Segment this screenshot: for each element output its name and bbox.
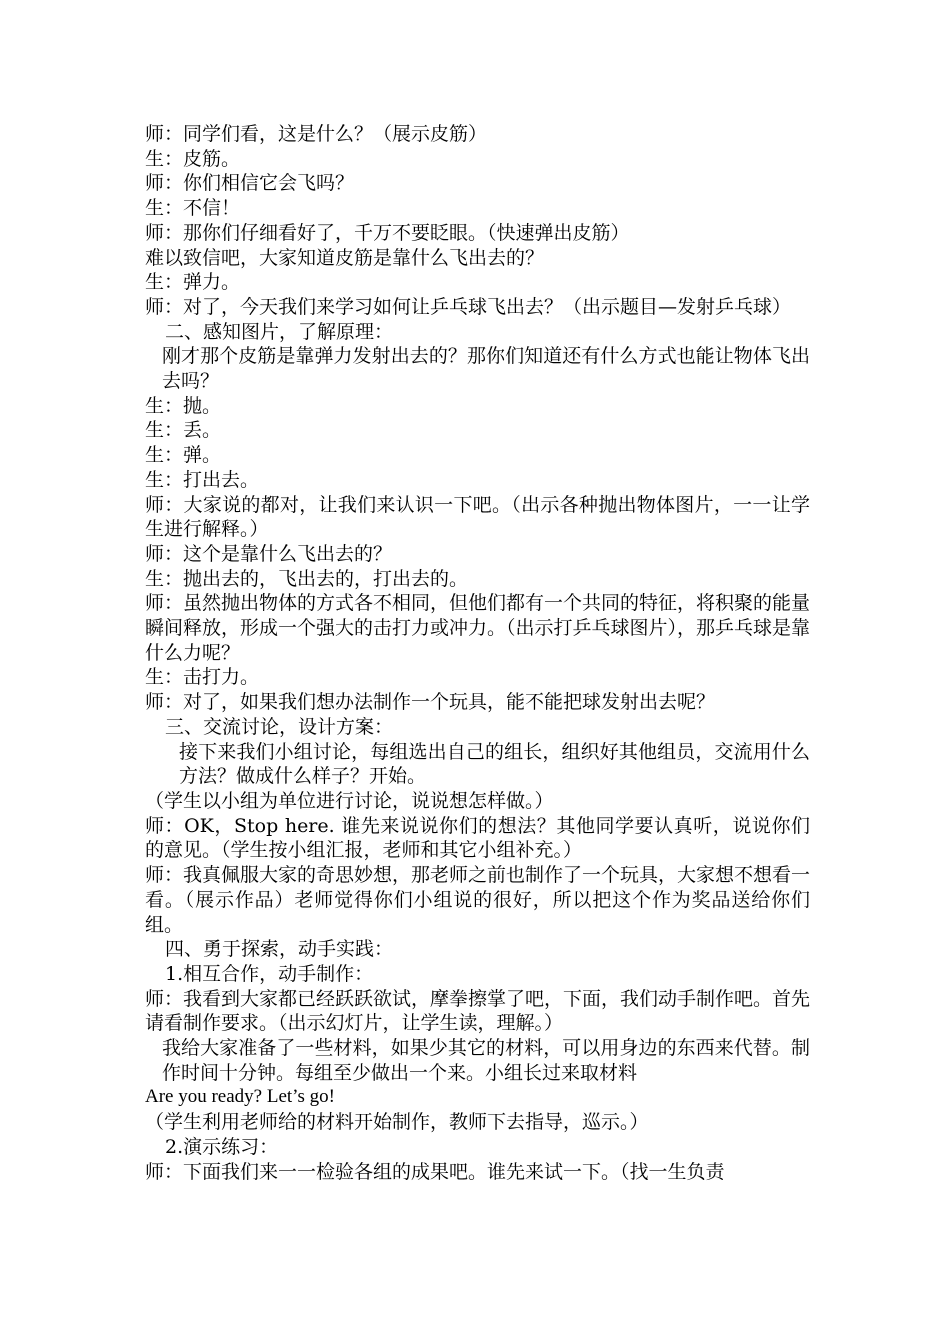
dialogue-line: 生：打出去。 [145, 468, 260, 491]
dialogue-line: 师：虽然抛出物体的方式各不相同，但他们都有一个共同的特征，将积聚的能量瞬间释放，形成一个强大的击打力或冲力。（出示打乒乓球图片），那乒乓球是靠什么力呢？ [145, 592, 811, 664]
paragraph: 难以致信吧，大家知道皮筋是靠什么飞出去的？ [145, 246, 545, 269]
paragraph: 接下来我们小组讨论，每组选出自己的组长，组织好其他组员，交流用什么方法？做成什么样子？开始。 [179, 740, 810, 788]
dialogue-line: 师：我真佩服大家的奇思妙想，那老师之前也制作了一个玩具，大家想不想看一看。（展示作品）老师觉得你们小组说的很好，所以把这个作为奖品送给你们组。 [145, 864, 811, 936]
english-line: Are you ready? Let’s go! [145, 1086, 335, 1108]
dialogue-line: 师：下面我们来一一检验各组的成果吧。谁先来试一下。（找一生负责 [145, 1160, 725, 1183]
dialogue-line: 生：弹力。 [145, 271, 241, 294]
dialogue-line: 生：丢。 [145, 419, 222, 442]
dialogue-line: 师：对了，如果我们想办法制作一个玩具，能不能把球发射出去呢？ [145, 691, 716, 714]
dialogue-line: 师：大家说的都对，让我们来认识一下吧。（出示各种抛出物体图片，一一让学生进行解释。） [145, 493, 810, 541]
dialogue-line: 师：我看到大家都已经跃跃欲试，摩拳擦掌了吧，下面，我们动手制作吧。首先请看制作要求。（出示幻灯片，让学生读，理解。） [145, 987, 811, 1035]
subsection-heading: 1.相互合作，动手制作： [165, 962, 374, 985]
dialogue-line: 生：抛。 [145, 394, 222, 417]
dialogue-line: 生：弹。 [145, 444, 222, 467]
subsection-heading: 2.演示练习： [165, 1135, 279, 1158]
section-heading: 二、感知图片，了解原理： [165, 320, 394, 343]
dialogue-line: 生：皮筋。 [145, 147, 241, 170]
dialogue-line: 师：OK，Stop here. 谁先来说说你们的想法？其他同学要认真听，说说你们的意见。（学生按小组汇报，老师和其它小组补充。） [145, 814, 810, 862]
paragraph: 我给大家准备了一些材料，如果少其它的材料，可以用身边的东西来代替。制作时间十分钟。每组至少做出一个来。小组长过来取材料 [162, 1037, 810, 1084]
lesson-body [145, 122, 810, 1184]
section-heading: 四、勇于探索，动手实践： [165, 938, 394, 961]
dialogue-line: 生：不信！ [145, 197, 241, 220]
dialogue-line: 师：对了，今天我们来学习如何让乒乓球飞出去？（出示题目—发射乒乓球） [145, 295, 792, 318]
section-heading: 三、交流讨论，设计方案： [165, 715, 394, 738]
paragraph: （学生以小组为单位进行讨论，说说想怎样做。） [145, 789, 554, 812]
dialogue-line: 师：这个是靠什么飞出去的？ [145, 542, 393, 565]
dialogue-line: 生：击打力。 [145, 666, 260, 689]
paragraph: 刚才那个皮筋是靠弹力发射出去的？那你们知道还有什么方式也能让物体飞出去吗？ [162, 345, 810, 393]
dialogue-line: 生：抛出去的，飞出去的，打出去的。 [145, 567, 469, 590]
dialogue-line: 师：同学们看，这是什么？（展示皮筋） [145, 123, 488, 145]
dialogue-line: 师：你们相信它会飞吗？ [145, 172, 355, 195]
dialogue-line: 师：那你们仔细看好了，千万不要眨眼。（快速弹出皮筋） [145, 221, 630, 244]
paragraph: （学生利用老师给的材料开始制作，教师下去指导，巡示。） [145, 1111, 649, 1134]
